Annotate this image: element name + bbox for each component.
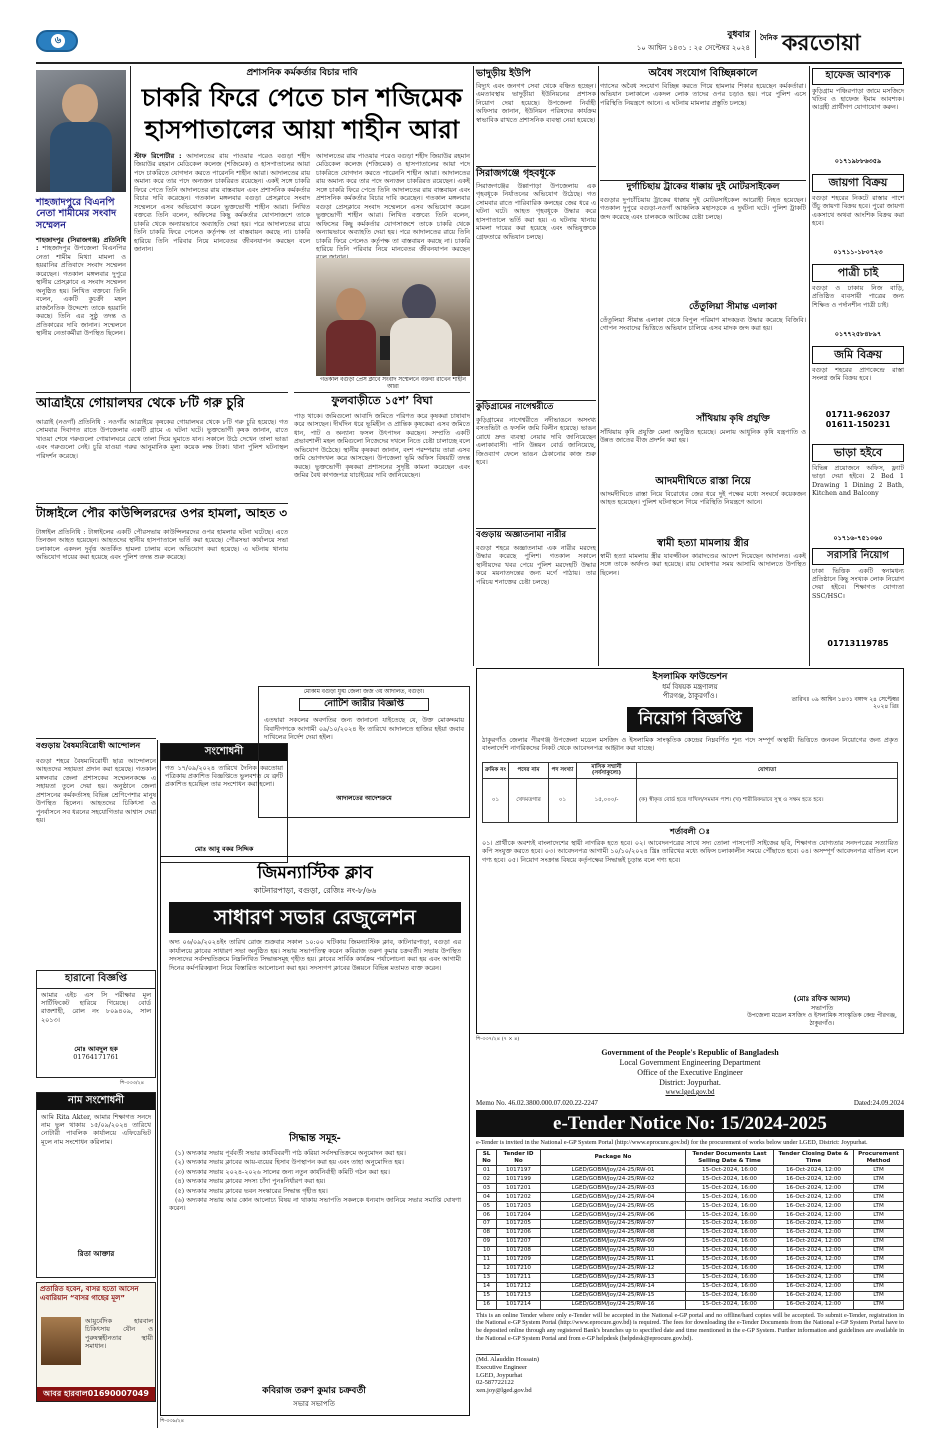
job-notice-ministry: ধর্ম বিষয়ক মন্ত্রণালয়	[662, 683, 718, 692]
lost-notice-phone: 01764171761	[73, 1052, 119, 1061]
job-notice-title: নিয়োগ বিজ্ঞপ্তি	[627, 707, 753, 732]
tender-cell: 13	[477, 1273, 497, 1282]
tender-cell: 01	[477, 1166, 497, 1175]
tender-cell: 15-Oct-2024, 16:00	[686, 1219, 774, 1228]
tender-office: Office of the Executive Engineer	[637, 1068, 743, 1077]
story-c4-headline: সাঁথিয়ায় কৃষি প্রযুক্তি	[696, 414, 770, 424]
c-divider-1	[600, 180, 806, 181]
correction-body: গত ১৭/০৯/২০২৪ তারিখে দৈনিক করতোয়া পত্রিকায় প্রকাশিত বিজ্ঞপ্তিতে ভুলবশত যে ত্রুটি প্রকাশিত হয়েছিল তার সংশোধন করা হলো।	[165, 763, 283, 789]
story-c4-body: সাঁথিয়ায় কৃষি প্রযুক্তি মেলা অনুষ্ঠিত হয়েছে। মেলায় আধুনিক কৃষি যন্ত্রপাতি ও উন্নত জাতের বীজ প্রদর্শন করা হয়।	[600, 428, 806, 445]
tender-cell: 15-Oct-2024, 16:00	[686, 1246, 774, 1255]
tender-row	[477, 1193, 904, 1202]
job-table-header-qualification: যোগ্যতা	[637, 763, 898, 779]
tender-title: e-Tender Notice No: 15/2024-2025	[476, 1110, 904, 1138]
left-divider-2	[36, 503, 288, 504]
court-notice-top: মোকাম বগুড়া যুগ্ম জেলা জজ ৩য় আদালত, বগুড়া।	[303, 689, 425, 695]
tender-row	[477, 1237, 904, 1246]
story1-headline-2: হাসপাতালের আয়া শাহীন আরা	[144, 115, 460, 144]
classified-4-phone: 01711-962037 01611-150231	[825, 409, 891, 429]
tender-cell: 1017209	[497, 1255, 541, 1264]
tender-cell: 07	[477, 1219, 497, 1228]
job-table-header-count: পদ সংখ্যা	[549, 763, 577, 779]
tender-cell: 1017199	[497, 1175, 541, 1184]
story-left1-body	[36, 236, 126, 388]
tender-cell: 15-Oct-2024, 16:00	[686, 1255, 774, 1264]
classified-5-title: ভাড়া হইবে	[812, 444, 904, 462]
story-left4-headline: বগুড়ায় বৈষম্যবিরোধী আন্দোলন	[36, 741, 141, 750]
herbal-ad-box	[36, 1282, 156, 1402]
story-c6-body: স্বামী হত্যা মামলায় স্ত্রীর যাবজ্জীবন কারাদণ্ডের আদেশ দিয়েছেন আদালত। একই সঙ্গে তাকে অর্থদণ্ড করা হয়েছে। রায় ঘোষণার সময় আসামি আদালতে উপস্থিত ছিলেন।	[600, 552, 806, 577]
tender-cell: LGED/GOBM/Joy/24-25/RW-02	[541, 1175, 686, 1184]
herbal-ad-image	[41, 1317, 81, 1365]
tender-row	[477, 1175, 904, 1184]
tender-cell: LTM	[854, 1291, 904, 1300]
tender-cell: 15-Oct-2024, 16:00	[686, 1202, 774, 1211]
tender-box	[476, 1048, 904, 1428]
tender-cell: LGED/GOBM/Joy/24-25/RW-11	[541, 1255, 686, 1264]
court-notice-body: এতদ্বারা সকলের অবগতির জন্য জানানো যাইতেছে যে, উক্ত মোকদ্দমায় বিবাদীগণকে আগামী ০৯/১০/২০২৪ ইং তারিখে আদালতে হাজির হইয়া জবাব দাখিলের নির্দেশ দেয়া হইল।	[264, 716, 464, 742]
tender-row	[477, 1219, 904, 1228]
club-decision-list	[161, 1149, 469, 1213]
tender-cell: 15-Oct-2024, 16:00	[686, 1228, 774, 1237]
tender-cell: 03	[477, 1184, 497, 1193]
tender-cell: LTM	[854, 1211, 904, 1220]
tender-cell: 16	[477, 1300, 497, 1309]
court-notice-title: নোটিশ জারীর বিজ্ঞপ্তি	[299, 698, 429, 711]
club-decisions-title: সিদ্ধান্ত সমূহ-	[289, 1133, 341, 1145]
story-c2-headline: দুর্গাচিছায় ট্রাকের ধাক্কায় দুই মোটরসাইকেল	[626, 182, 780, 192]
tender-cell: 16-Oct-2024, 12:00	[774, 1237, 854, 1246]
tender-cell: LTM	[854, 1228, 904, 1237]
story-c2-body: বগুড়ার দুপচাঁচিয়ায় ট্রাকের ধাক্কায় দুই মোটরসাইকেল আরোহী নিহত হয়েছেন। গতকাল দুপুরে বগুড়া-নওগাঁ আঞ্চলিক মহাসড়কে এ দুর্ঘটনা ঘটে। পুলিশ ট্রাকটি জব্দ করেছে এবং চালককে আটকের চেষ্টা চলছে।	[600, 196, 806, 221]
tender-cell: 16-Oct-2024, 12:00	[774, 1282, 854, 1291]
classified-6-body: ঢাকা ভিত্তিক একটি স্বনামধন্য প্রতিষ্ঠানে কিছু সংখ্যক লোক নিয়োগ দেয়া হইবে। শিক্ষাগত যোগ্যতা SSC/HSC।	[812, 566, 904, 600]
herbal-ad-body: আয়ুর্বেদিক হারবাল চিকিৎসায় যৌন ও পুরুষত্বহীনতার স্থায়ী সমাধান।	[85, 1317, 153, 1351]
classified-2-body: বগুড়া শহরের নিকটে রাস্তার পাশে উঁচু জায়গা বিক্রয় হবে। পুরো জায়গা একসাথে অথবা আংশিক বিক্রয় করা হবে।	[812, 193, 904, 228]
tender-cell: LGED/GOBM/Joy/24-25/RW-09	[541, 1237, 686, 1246]
court-notice-sig: আদালতের আদেশক্রমে	[336, 795, 392, 803]
name-change-body: আমি Rita Akter, আমার শিক্ষাগত সনদে নাম ভুল থাকায় ১৫/০৯/২০২৪ তারিখে নোটারী পাবলিক কার্যালয়ে এফিডেভিট মূলে নাম সংশোধন করিলাম।	[41, 1112, 151, 1146]
page-number-badge	[36, 30, 78, 52]
job-notice-box	[476, 668, 904, 1034]
gd-code-job: শি-৩৩৭/২৪ (৭ × ৪)	[476, 1036, 520, 1042]
classified-2-phone: ০১৭১১-১৮০৭২৩	[833, 247, 883, 256]
tender-cell: 06	[477, 1211, 497, 1220]
job-notice-table	[482, 762, 898, 823]
tender-cell: 16-Oct-2024, 12:00	[774, 1211, 854, 1220]
tender-header-id: Tender ID No	[497, 1150, 541, 1166]
tender-cell: 1017214	[497, 1300, 541, 1309]
tender-cell: 02	[477, 1175, 497, 1184]
job-table-cell: ০১	[483, 778, 509, 822]
tender-header-sl: SL No	[477, 1150, 497, 1166]
tender-cell: 16-Oct-2024, 12:00	[774, 1175, 854, 1184]
job-table-header-salary: মাসিক সম্মানী (সর্বসাকুল্যে)	[577, 763, 637, 779]
masthead-paper-name: করতোয়া	[782, 31, 861, 56]
classified-1-body: কুড়িগ্রাম পঞ্চিরপাড়া জামে মসজিদে খতিব ও হাফেজ ইমাম আবশ্যক। আগ্রহী প্রার্থীগণ যোগাযোগ করুন।	[812, 86, 904, 112]
job-notice-sig-name: (মোঃ রফিক আলম)	[793, 995, 851, 1004]
tender-cell: 1017197	[497, 1166, 541, 1175]
story-right4-headline: বগুড়ায় অজ্ঞাতনামা নারীর	[476, 530, 567, 540]
lost-notice-box	[36, 970, 156, 1078]
story-left1-text: শাহজাদপুর উপজেলা বিএনপির নেতা শামীম মিথ্যা মামলা ও হয়রানির প্রতিবাদে সংবাদ সম্মেলন করেছেন। গতকাল মঙ্গলবার দুপুরে স্থানীয় প্রেসক্লাবে এ সংবাদ সম্মেলন অনুষ্ঠিত হয়। লিখিত বক্তব্যে তিনি বলেন, একটি কুচক্রী মহল রাজনৈতিক উদ্দেশ্যে তাকে হয়রানি করছে। তিনি এর সুষ্ঠু তদন্ত ও প্রতিকারের দাবি জানান। সম্মেলনে স্থানীয় নেতাকর্মীরা উপস্থিত ছিলেন।	[36, 244, 126, 337]
tender-dated: Dated:24.09.2024	[853, 1098, 904, 1107]
tender-cell: 16-Oct-2024, 12:00	[774, 1264, 854, 1273]
tender-cell: 15-Oct-2024, 16:00	[686, 1166, 774, 1175]
tender-signature	[476, 1345, 904, 1395]
job-notice-signature	[747, 995, 897, 1027]
tender-sig-phone: 02-587722122	[476, 1379, 514, 1387]
rc-divider-1	[476, 166, 596, 167]
herbal-ad-phone: আবর হারবাল01690007049	[37, 1387, 155, 1401]
story1-text-cont: আদালতের রায় পাওয়ার পরেও বগুড়া শহীদ জিয়াউর রহমান মেডিকেল কলেজ (শজিমেক) ও হাসপাতালের আয়া পদে চাকরিতে যোগদান করতে পারেননি শাহীন আরা। আদালতের রায় অমান্য করে তার পদে অন্যজন চাকরিরত রয়েছেন। একই সঙ্গে চাকরি ফিরে পেতে তিনি আদালতের রায় বাস্তবায়ন এবং প্রশাসনিক কর্মকর্তার বিচার দাবি করেছেন। গতকাল মঙ্গলবার বগুড়া প্রেসক্লাবে সংবাদ সম্মেলনে এসব অভিযোগ করেন ভুক্তভোগী শাহীন আরা। লিখিত বক্তব্যে তিনি বলেন, অফিসের কিছু কর্মকর্তার যোগসাজশে তাকে চাকরি থেকে অন্যায়ভাবে অব্যাহতি দেয়া হয়। পরে আদালতের রায়ে তিনি চাকরি ফিরে পেলেও কর্তৃপক্ষ তা বাস্তবায়ন করছে না। চাকরি হারিয়ে তিনি পরিবার নিয়ে মানবেতর জীবনযাপন করছেন	[316, 152, 470, 253]
classified-5	[812, 444, 904, 544]
col-rule-2	[473, 66, 474, 666]
tender-cell: 1017201	[497, 1184, 541, 1193]
story1-byline: স্টাফ রিপোর্টার :	[134, 152, 182, 160]
lost-notice-title: হারানো বিজ্ঞপ্তি	[37, 971, 155, 989]
tender-row	[477, 1228, 904, 1237]
tender-row	[477, 1300, 904, 1309]
tender-sig-org: LGED, Joypurhat	[476, 1371, 523, 1379]
story-right1-body: বিদ্যুৎ এবং জনগণ সেবা থেকে বঞ্চিত হচ্ছেন। এমতাবস্থায় ভাদুড়ীয়া ইউনিয়নের প্রশাসক নিয়োগ দেয়া হয়েছে। উপজেলা নির্বাহী অফিসার জানান, ইউনিয়ন পরিষদের কার্যক্রম স্বাভাবিক রাখতে প্রশাসনিক ব্যবস্থা নেয়া হয়েছে।	[476, 82, 596, 124]
tender-header-method: Procurement Method	[854, 1150, 904, 1166]
story-c1-body: গ্যাসের অবৈধ সংযোগ বিচ্ছিন্ন করতে গিয়ে হামলার শিকার হয়েছেন কর্মকর্তারা। অভিযান চলাকালে একদল লোক তাদের ওপর চড়াও হয়। পরে পুলিশ এসে পরিস্থিতি নিয়ন্ত্রণে আনে। এ ঘটনায় মামলার প্রস্তুতি চলছে।	[600, 82, 806, 107]
tender-footer: This is an online Tender where only e-Tender will be accepted in the National e-GP portal and no offline/hard copies will be accepted. To submit e-Tender, registration in the National e-GP System Portal (http://www.eprocure.gov.bd) is required. The fees for downloading the e-Tender Documents from the National e-GP System Portal have to be deposited online through any registered Bank's branches up to specified date and time mentioned in the e-GP System. Further information and guidelines are available in the National e-GP System Portal and from e-GP helpdesk (helpdesk@eprocure.gov.bd).	[476, 1311, 904, 1342]
story-c6-headline: স্বামী হত্যা মামলায় স্ত্রীর	[657, 538, 749, 549]
story-left2-body: আত্রাই (নওগাঁ) প্রতিনিধি : নওগাঁর আত্রাইয়ে কৃষকের গোয়ালঘর থেকে ৮টি গরু চুরি হয়েছে। গত সোমবার দিবাগত রাতে উপজেলার একটি গ্রামে এ ঘটনা ঘটে। ভুক্তভোগী কৃষক জানান, রাতে খাওয়া শেষে গরুগুলো গোয়ালঘরে রেখে তালা দিয়ে ঘুমাতে যান। সকালে উঠে দেখেন তালা ভাঙা এবং গরুগুলো নেই। চুরি যাওয়া গরুর আনুমানিক মূল্য কয়েক লক্ষ টাকা। থানা পুলিশ ঘটনাস্থল পরিদর্শন করেছে।	[36, 418, 288, 460]
tender-cell: 15-Oct-2024, 16:00	[686, 1291, 774, 1300]
club-decision-4: (৪) অদ্যকার সভায় ক্লাবের সদস্য চাঁদা পুনঃনির্ধারণ করা হয়।	[175, 1177, 326, 1186]
club-decision-2: (২) অদ্যকার সভায় ক্লাবের আয়-ব্যয়ের হিসাব উপস্থাপন করা হয় এবং তাহা অনুমোদিত হয়।	[175, 1158, 404, 1167]
classified-1-title: হাফেজ আবশ্যক	[812, 68, 904, 85]
classified-4	[812, 346, 904, 440]
club-resolution-title: সাধারণ সভার রেজুলেশন	[169, 902, 461, 933]
tender-cell: 1017204	[497, 1211, 541, 1220]
tender-cell: LGED/GOBM/Joy/24-25/RW-15	[541, 1291, 686, 1300]
tender-cell: LGED/GOBM/Joy/24-25/RW-04	[541, 1193, 686, 1202]
col-rule-4	[809, 66, 810, 666]
tender-memo: Memo No. 46.02.3800.000.07.020.22-2247	[476, 1098, 598, 1107]
tender-cell: 16-Oct-2024, 12:00	[774, 1255, 854, 1264]
tender-cell: 1017205	[497, 1219, 541, 1228]
tender-cell: LGED/GOBM/Joy/24-25/RW-07	[541, 1219, 686, 1228]
tender-cell: 15-Oct-2024, 16:00	[686, 1184, 774, 1193]
club-decision-3: (৩) অদ্যকার সভায় ২০২৪-২০২৬ সালের জন্য নতুন কার্যনির্বাহী কমিটি গঠন করা হয়।	[175, 1167, 390, 1176]
story-photo-left	[36, 70, 126, 192]
story-right1-headline: ভাদুড়ীয় ইউপি	[476, 68, 531, 79]
club-address: কাটনারপাড়া, বগুড়া, রেজিঃ নং-৮/৬৬	[253, 886, 377, 896]
job-table-cell: ১৫,০০০/-	[577, 778, 637, 822]
tender-cell: LTM	[854, 1255, 904, 1264]
club-decision-5: (৫) অদ্যকার সভায় ক্লাবের ভবন সংস্কারের সিদ্ধান্ত গৃহীত হয়।	[175, 1186, 328, 1195]
masthead-day: বুধবার	[727, 30, 750, 40]
tender-cell: LGED/GOBM/Joy/24-25/RW-10	[541, 1246, 686, 1255]
story-c1-headline: অবৈধ সংযোগ বিচ্ছিন্নকালে	[648, 68, 758, 79]
classified-1-phone: ০১৭১৯৮৮৬৩৫৯	[834, 156, 882, 165]
tender-cell: 15-Oct-2024, 16:00	[686, 1237, 774, 1246]
rc-divider-3	[476, 528, 596, 529]
story1-photo	[316, 258, 470, 376]
tender-dept: Local Government Engineering Department	[619, 1058, 761, 1067]
classified-5-phone: ০১৭১৬-৭৫১০৬০	[833, 533, 883, 542]
tender-cell: LTM	[854, 1166, 904, 1175]
tender-cell: 16-Oct-2024, 12:00	[774, 1291, 854, 1300]
classified-6-title: সরাসরি নিয়োগ	[812, 548, 904, 565]
tender-cell: 16-Oct-2024, 12:00	[774, 1166, 854, 1175]
tender-cell: 16-Oct-2024, 12:00	[774, 1202, 854, 1211]
tender-district: District: Joypurhat.	[659, 1078, 721, 1087]
tender-row	[477, 1211, 904, 1220]
tender-cell: 1017203	[497, 1202, 541, 1211]
story1-kicker: প্রশাসনিক কর্মকর্তার বিচার দাবি	[246, 68, 358, 78]
tender-cell: 04	[477, 1193, 497, 1202]
job-table-cell: খেদমতগার	[509, 778, 549, 822]
tender-cell: LGED/GOBM/Joy/24-25/RW-03	[541, 1184, 686, 1193]
lost-notice-body: আমার এইচ এস সি পরীক্ষার মূল সার্টিফিকেট হারিয়ে গিয়েছে। বোর্ড রাজশাহী, রোল নং ৮০৯৪০৯, সাল ২০১৩।	[41, 990, 151, 1024]
tender-cell: 1017210	[497, 1264, 541, 1273]
story1-text: আদালতের রায় পাওয়ার পরেও বগুড়া শহীদ জিয়াউর রহমান মেডিকেল কলেজ (শজিমেক) ও হাসপাতালের আয়া পদে চাকরিতে যোগদান করতে পারেননি শাহীন আরা। আদালতের রায় অমান্য করে তার পদে অন্যজন চাকরিরত রয়েছেন। একই সঙ্গে চাকরি ফিরে পেতে তিনি আদালতের রায় বাস্তবায়ন এবং প্রশাসনিক কর্মকর্তার বিচার দাবি করেছেন। গতকাল মঙ্গলবার বগুড়া প্রেসক্লাবে সংবাদ সম্মেলনে এসব অভিযোগ করেন ভুক্তভোগী শাহীন আরা। লিখিত বক্তব্যে তিনি বলেন, অফিসের কিছু কর্মকর্তার যোগসাজশে তাকে চাকরি থেকে অন্যায়ভাবে অব্যাহতি দেয়া হয়। পরে আদালতের রায়ে তিনি চাকরি ফিরে পেলেও কর্তৃপক্ষ তা বাস্তবায়ন করছে না। চাকরি হারিয়ে তিনি পরিবার নিয়ে মানবেতর জীবনযাপন করছেন বলে জানান।	[134, 152, 310, 253]
tender-cell: LGED/GOBM/Joy/24-25/RW-12	[541, 1264, 686, 1273]
tender-cell: 10	[477, 1246, 497, 1255]
tender-cell: 1017211	[497, 1273, 541, 1282]
story-left1-byline: শাহজাদপুর (সিরাজগঞ্জ) প্রতিনিধি :	[36, 236, 126, 253]
club-sig-name: কবিরাজ তরুণ কুমার চক্রবর্তী	[262, 1385, 366, 1396]
name-change-box	[36, 1092, 156, 1278]
job-table-header-sl: ক্রমিক নং	[483, 763, 509, 779]
story-c3-headline: তেঁতুলিয়া সীমান্ত এলাকা	[688, 302, 777, 312]
tender-row	[477, 1273, 904, 1282]
story1-body-left	[134, 152, 310, 388]
club-decision-1: (১) অদ্যকার সভায় পূর্ববর্তী সভার কার্যবিবরণী পাঠ করিয়া সর্বসম্মতিক্রমে অনুমোদন করা হয়।	[175, 1148, 406, 1157]
classified-3-body: বগুড়া ও ঢাকায় নিজ বাড়ি, প্রতিষ্ঠিত ব্যবসায়ী পাত্রের জন্য শিক্ষিত ও পর্দানশীন পাত্রী চাই।	[812, 283, 904, 309]
tender-cell: LTM	[854, 1175, 904, 1184]
club-resolution-body: অদ্য ০৬/০৯/২০২৪ইং তারিখ রোজ শুক্রবার সকাল ১০:০০ ঘটিকায় জিমন্যাস্টিক ক্লাব, কাটনারপাড়া, বগুড়া এর কার্যালয়ে ক্লাবের সাধারণ সভা অনুষ্ঠিত হয়। সভায় সভাপতিত্ব করেন কবিরাজ তরুণ কুমার চক্রবর্তী। সভায় উপস্থিত সদস্যদের সর্বসম্মতিক্রমে নিম্নলিখিত সিদ্ধান্তসমূহ গৃহীত হয়। ক্লাবের সার্বিক কার্যক্রম পর্যালোচনা করা হয় এবং আগামী দিনের কর্মপরিকল্পনা নিয়ে বিস্তারিত আলোচনা করা হয়। সদস্যগণ ক্লাবের উন্নয়নে বিভিন্ন মতামত ব্যক্ত করেন।	[169, 938, 461, 972]
story-c5-body: আদমদীঘিতে রাস্তা নিয়ে বিরোধের জের ধরে দুই পক্ষের মধ্যে সংঘর্ষে কয়েকজন আহত হয়েছেন। পুলিশ ঘটনাস্থলে গিয়ে পরিস্থিতি নিয়ন্ত্রণে আনে।	[600, 490, 806, 507]
classified-2-title: জায়গা বিক্রয়	[812, 174, 904, 192]
story-left3-body: টাঙ্গাইল প্রতিনিধি : টাঙ্গাইলের একটি পৌরসভায় কাউন্সিলরদের ওপর হামলার ঘটনা ঘটেছে। এতে তিনজন আহত হয়েছেন। আহতদের স্থানীয় হাসপাতালে ভর্তি করা হয়েছে। পৌরসভা কার্যালয়ে সভা চলাকালে একদল দুর্বৃত্ত অতর্কিত হামলা চালায় বলে অভিযোগ করা হয়েছে। এ ঘটনায় থানায় অভিযোগ দায়ের করা হয়েছে এবং পুলিশ তদন্ত শুরু করেছে।	[36, 528, 288, 562]
col-rule-3	[598, 66, 599, 666]
tender-cell: LTM	[854, 1282, 904, 1291]
tender-header-package: Package No	[541, 1150, 686, 1166]
tender-header-selling: Tender Documents Last Selling Date & Time	[686, 1150, 774, 1166]
tender-table	[476, 1149, 904, 1310]
story-mid1-headline: ফুলবাড়ীতে ১৫শ’ বিঘা	[331, 394, 433, 407]
gd-code-lost: শি-৩৩৩/২৪	[120, 1080, 145, 1086]
job-notice-date: তারিখঃ ০৯ আশ্বিন ১৪৩১ বঙ্গাব্দ ২৪ সেপ্টেম্বর ২০২৪ খ্রিঃ	[791, 697, 899, 711]
tender-row	[477, 1291, 904, 1300]
tender-row	[477, 1282, 904, 1291]
job-table-cell: (ক) স্বীকৃত বোর্ড হতে দাখিল/সমমান পাশ। (খ) শারীরিকভাবে সুস্থ ও সক্ষম হতে হবে।	[637, 778, 898, 822]
tender-cell: 16-Oct-2024, 12:00	[774, 1273, 854, 1282]
story1-photo-caption: গতকাল বগুড়া প্রেস ক্লাবে সংবাদ সম্মেলনে বক্তব্য রাখেন শাহীন আরা	[320, 377, 466, 391]
masthead-divider	[755, 30, 756, 58]
classified-2	[812, 174, 904, 260]
tender-cell: 15-Oct-2024, 16:00	[686, 1193, 774, 1202]
tender-cell: LTM	[854, 1273, 904, 1282]
tender-cell: LTM	[854, 1193, 904, 1202]
tender-cell: 1017212	[497, 1282, 541, 1291]
col-rule-5	[157, 740, 158, 1428]
classified-3-title: পাত্রী চাই	[812, 264, 904, 282]
story-right4-body: বগুড়া শহরে অজ্ঞাতনামা এক নারীর মরদেহ উদ্ধার করেছে পুলিশ। গতকাল সকালে স্থানীয়দের খবর পেয়ে পুলিশ মরদেহটি উদ্ধার করে ময়নাতদন্তের জন্য মর্গে পাঠায়। তার পরিচয় শনাক্তের চেষ্টা চলছে।	[476, 544, 596, 586]
classified-5-body: বিভিন্ন প্রয়োজনে অফিস, ফ্ল্যাট ভাড়া দেয়া হইবে। 2 Bed 1 Drawing 1 Dining 2 Bath, Kitchen and Balcony	[812, 463, 904, 498]
story-right3-headline: কুড়িগ্রামের নাগেশ্বরীতে	[476, 402, 554, 412]
lost-notice-sig: মোঃ আবদুল হক	[74, 1044, 118, 1053]
tender-cell: 1017202	[497, 1193, 541, 1202]
club-decision-6: (৬) অদ্যকার সভায় আর কোন আলোচ্য বিষয় না থাকায় সভাপতি সকলকে ধন্যবাদ জানিয়ে সভার সমাপ্তি ঘোষণা করেন।	[169, 1196, 461, 1213]
tender-cell: LTM	[854, 1237, 904, 1246]
job-notice-org: ইসলামিক ফাউন্ডেশন	[652, 672, 728, 682]
tender-header-closing: Tender Closing Date & Time	[774, 1150, 854, 1166]
left-divider-3	[36, 738, 156, 739]
tender-cell: 09	[477, 1237, 497, 1246]
classified-6	[812, 548, 904, 664]
tender-gov: Government of the People's Republic of Bangladesh	[601, 1048, 779, 1057]
masthead-rule	[36, 62, 902, 64]
mid-divider-1	[294, 392, 470, 393]
job-notice-sig-title: সভাপতি	[810, 1003, 834, 1012]
club-name: জিমন্যাস্টিক ক্লাব	[257, 863, 373, 883]
classified-3	[812, 264, 904, 342]
tender-web: www.lged.gov.bd	[665, 1088, 715, 1096]
tender-cell: LGED/GOBM/Joy/24-25/RW-01	[541, 1166, 686, 1175]
masthead-date: ১০ আশ্বিন ১৪৩১ : ২৫ সেপ্টেম্বর ২০২৪	[636, 44, 750, 52]
tender-cell: 16-Oct-2024, 12:00	[774, 1300, 854, 1309]
club-resolution-box	[160, 856, 470, 1416]
story-right2-headline: সিরাজগঞ্জে গৃহবধূকে	[476, 168, 556, 179]
job-notice-sig-org: উপজেলা মডেল মসজিদ ও ইসলামিক সাংস্কৃতিক কেন্দ্র পীরগঞ্জ, ঠাকুরগাঁও।	[747, 1012, 897, 1027]
story-c5-headline: আদমদীঘিতে রাস্তা নিয়ে	[655, 476, 751, 487]
tender-cell: 16-Oct-2024, 12:00	[774, 1184, 854, 1193]
tender-cell: LGED/GOBM/Joy/24-25/RW-08	[541, 1228, 686, 1237]
story-left3-headline: টাঙ্গাইলে পৌর কাউন্সিলরদের ওপর হামলা, আহত ৩	[36, 506, 288, 520]
club-sig-title: সভার সভাপতি	[293, 1400, 335, 1409]
classified-6-phone: 01713119785	[827, 638, 889, 648]
tender-cell: LGED/GOBM/Joy/24-25/RW-06	[541, 1211, 686, 1220]
tender-rows	[477, 1166, 904, 1310]
story-c3-body: তেঁতুলিয়া সীমান্ত এলাকা থেকে বিপুল পরিমাণ মাদকদ্রব্য উদ্ধার করেছে বিজিবি। গোপন সংবাদের ভিত্তিতে অভিযান চালিয়ে এসব মাদক জব্দ করা হয়।	[600, 316, 806, 333]
tender-cell: LGED/GOBM/Joy/24-25/RW-16	[541, 1300, 686, 1309]
page-number: ৬	[51, 34, 65, 48]
tender-cell: 15-Oct-2024, 16:00	[686, 1211, 774, 1220]
tender-cell: 12	[477, 1264, 497, 1273]
name-change-sig: রিতা আক্তার	[77, 1249, 115, 1258]
tender-row	[477, 1255, 904, 1264]
tender-cell: 16-Oct-2024, 12:00	[774, 1228, 854, 1237]
tender-cell: 1017208	[497, 1246, 541, 1255]
tender-cell: LTM	[854, 1246, 904, 1255]
story1-headline-1: চাকরি ফিরে পেতে চান শজিমেক	[141, 83, 463, 112]
correction-title: সংশোধনী	[161, 744, 287, 761]
correction-sig: মোঃ আবু বকর সিদ্দিক	[194, 844, 254, 853]
tender-cell: LGED/GOBM/Joy/24-25/RW-13	[541, 1273, 686, 1282]
story-mid1-body: পাড় থাকে। জমিগুলো আবাদি জমিতে পরিণত করে কৃষকরা চাষাবাদ করে আসছেন। দীর্ঘদিন ধরে ভূমিহীন ও প্রান্তিক কৃষকেরা এসব জমিতে ধান, পাট ও অন্যান্য ফসল উৎপাদন করছেন। সম্প্রতি একটি প্রভাবশালী মহল জমিগুলো নিজেদের দখলে নিতে চেষ্টা চালাচ্ছে বলে অভিযোগ উঠেছে। স্থানীয় কৃষকরা জানান, বংশ পরম্পরায় তারা এসব জমি ভোগদখল করে আসছেন। উপজেলা ভূমি অফিস বিষয়টি তদন্ত করছে। ভুক্তভোগী কৃষকরা প্রশাসনের সুদৃষ্টি কামনা করেছেন এবং জমির বৈধ কাগজপত্র যাচাইয়ের দাবি জানিয়েছেন।	[294, 412, 470, 480]
tender-sig-email: xen.joy@lged.gov.bd	[476, 1387, 532, 1395]
job-notice-intro: ঠাকুরগাঁও জেলার পীরগঞ্জ উপজেলা মডেল মসজিদ ও ইসলামিক সাংস্কৃতিক কেন্দ্রের নিম্নবর্ণিত শূন্য পদে সম্পূর্ণ অস্থায়ী ভিত্তিতে জনবল নিয়োগের জন্য প্রকৃত বাংলাদেশি নাগরিকদের নিকট থেকে আবেদনপত্র আহ্বান করা যাচ্ছে।	[482, 736, 898, 753]
tender-cell: LGED/GOBM/Joy/24-25/RW-05	[541, 1202, 686, 1211]
story-left2-headline: আত্রাইয়ে গোয়ালঘর থেকে ৮টি গরু চুরি	[36, 396, 245, 411]
tender-cell: LTM	[854, 1264, 904, 1273]
tender-intro: e-Tender is invited in the National e-GP System Portal (http://www.eprocure.gov.bd) for the procurement of works below under LGED, District: Joypurhat.	[476, 1139, 868, 1147]
masthead-prefix: দৈনিক	[760, 34, 778, 42]
story-left4-body: বগুড়া শহরে বৈষম্যবিরোধী ছাত্র আন্দোলনে আহতদের সহায়তা প্রদান করা হয়েছে। গতকাল মঙ্গলবার জেলা প্রশাসকের সম্মেলনকক্ষে এ সহায়তা তুলে দেয়া হয়। অনুষ্ঠানে জেলা প্রশাসনের কর্মকর্তাসহ বিভিন্ন শ্রেণিপেশার মানুষ উপস্থিত ছিলেন। আহতদের চিকিৎসা ও পুনর্বাসনে সব ধরনের সহযোগিতার আশ্বাস দেয়া হয়।	[36, 757, 156, 825]
tender-cell: 15-Oct-2024, 16:00	[686, 1300, 774, 1309]
tender-cell: LGED/GOBM/Joy/24-25/RW-14	[541, 1282, 686, 1291]
tender-cell: LTM	[854, 1219, 904, 1228]
tender-cell: 1017207	[497, 1237, 541, 1246]
tender-cell: 14	[477, 1282, 497, 1291]
classified-3-phone: ০১৭৭২৫৮৪৮৯৭	[834, 329, 882, 338]
tender-cell: 15-Oct-2024, 16:00	[686, 1273, 774, 1282]
gd-code-club: শি-৩৩৯/২৪	[160, 1418, 185, 1424]
tender-row	[477, 1264, 904, 1273]
tender-row	[477, 1202, 904, 1211]
tender-cell: 11	[477, 1255, 497, 1264]
story1-body-right	[316, 152, 470, 256]
tender-cell: 16-Oct-2024, 12:00	[774, 1219, 854, 1228]
tender-cell: LTM	[854, 1300, 904, 1309]
tender-cell: 08	[477, 1228, 497, 1237]
tender-cell: 15	[477, 1291, 497, 1300]
tender-cell: LTM	[854, 1184, 904, 1193]
job-table-header-post: পদের নাম	[509, 763, 549, 779]
classified-1	[812, 68, 904, 170]
tender-cell: 1017213	[497, 1291, 541, 1300]
tender-cell: 15-Oct-2024, 16:00	[686, 1282, 774, 1291]
tender-cell: 15-Oct-2024, 16:00	[686, 1264, 774, 1273]
name-change-title: নাম সংশোধনী	[37, 1093, 155, 1110]
classified-4-body: বগুড়া শহরের প্রাণকেন্দ্রে রাস্তা সংলগ্ন জমি বিক্রয় হবে।	[812, 365, 904, 383]
classified-4-title: জমি বিক্রয়	[812, 346, 904, 364]
rc-divider-2	[476, 400, 596, 401]
job-notice-district: পীরগঞ্জ, ঠাকুরগাঁও।	[662, 692, 718, 700]
tender-row	[477, 1184, 904, 1193]
tender-cell: 16-Oct-2024, 12:00	[774, 1193, 854, 1202]
tender-sig-mark	[476, 1345, 500, 1355]
tender-row	[477, 1246, 904, 1255]
tender-cell: 05	[477, 1202, 497, 1211]
tender-sig-name: (Md. Alauddin Hossain)	[476, 1356, 540, 1364]
job-notice-conditions-title: শর্তাবলী ঃ	[670, 826, 710, 836]
tender-cell: 1017206	[497, 1228, 541, 1237]
story-right3-body: কুড়িগ্রামের নাগেশ্বরীতে নদীভাঙনে অসংখ্য বসতভিটা ও ফসলি জমি বিলীন হয়েছে। ভাঙন রোধে দ্রুত ব্যবস্থা নেয়ার দাবি জানিয়েছেন এলাকাবাসী। পানি উন্নয়ন বোর্ড জানিয়েছে, জিওব্যাগ ফেলে ভাঙন ঠেকানোর কাজ শুরু হবে।	[476, 416, 596, 467]
tender-cell: 16-Oct-2024, 12:00	[774, 1246, 854, 1255]
tender-sig-title: Executive Engineer	[476, 1363, 528, 1371]
left-divider-1	[36, 392, 288, 393]
tender-row	[477, 1166, 904, 1175]
story-right2-body: সিরাজগঞ্জের উল্লাপাড়া উপজেলায় এক গৃহবধূকে নির্যাতনের অভিযোগ উঠেছে। গত সোমবার রাতে পারিবারিক কলহের জের ধরে এ ঘটনা ঘটে। আহত গৃহবধূকে উদ্ধার করে হাসপাতালে ভর্তি করা হয়। এ ঘটনায় থানায় মামলা দায়ের করা হয়েছে এবং অভিযুক্তকে গ্রেফতারে অভিযান চলছে।	[476, 182, 596, 241]
tender-cell: 15-Oct-2024, 16:00	[686, 1175, 774, 1184]
court-notice-box	[258, 686, 470, 818]
job-notice-conditions: ০১। প্রার্থীকে অবশ্যই বাংলাদেশের স্থায়ী নাগরিক হতে হবে। ০২। আবেদনপত্রের সাথে সদ্য তোলা পাসপোর্ট সাইজের ছবি, শিক্ষাগত যোগ্যতার সনদপত্রের সত্যায়িত কপি সংযুক্ত করতে হবে। ০৩। আবেদনপত্র আগামী ১০/১০/২০২৪ খ্রিঃ তারিখের মধ্যে অফিস চলাকালীন সময়ে পৌঁছাতে হবে। ০৪। অসম্পূর্ণ আবেদনপত্র বাতিল বলে গণ্য হবে। ০৫। নিয়োগ সংক্রান্ত বিষয়ে কর্তৃপক্ষের সিদ্ধান্তই চূড়ান্ত বলে গণ্য হবে।	[482, 838, 898, 864]
job-table-cell: ০১	[549, 778, 577, 822]
herbal-ad-title: প্রতারিত হবেন, বাসর হতো আসেন এবারিয়ান “বাসর গাছের মূল”	[40, 1285, 139, 1302]
story-left1-headline: শাহজাদপুরে বিএনপি নেতা শামীমের সংবাদ সম্মেলন	[36, 197, 117, 231]
col-rule-1	[130, 66, 131, 392]
tender-cell: LTM	[854, 1202, 904, 1211]
